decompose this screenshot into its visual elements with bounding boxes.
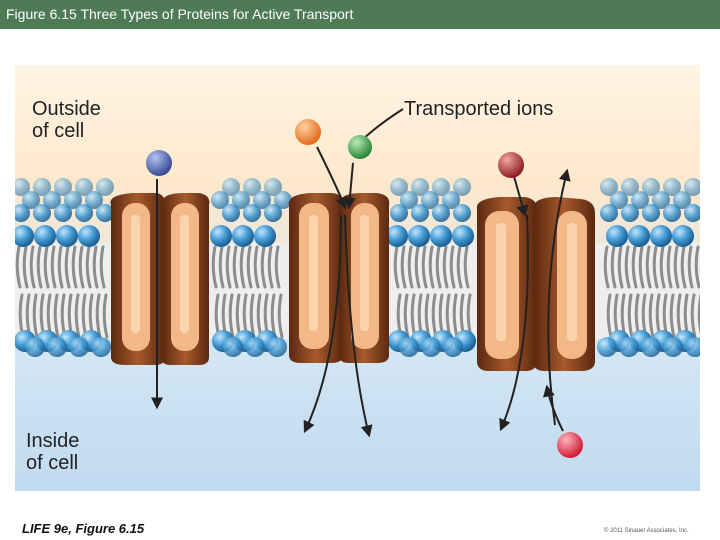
copyright-notice: © 2011 Sinauer Associates, Inc. (604, 528, 689, 534)
outside-label-line1: Outside (32, 98, 101, 120)
transported-ions-label: Transported ions (404, 98, 554, 120)
membrane-diagram (15, 65, 700, 491)
uniporter-protein (110, 193, 209, 365)
inside-label-line1: Inside (26, 430, 80, 452)
title-bar (0, 0, 720, 29)
antiporter-protein (477, 197, 595, 371)
inside-of-cell-label (26, 430, 79, 475)
ion-orange (295, 119, 321, 145)
inside-label-line2: of cell (26, 452, 79, 475)
outside-of-cell-label (32, 98, 101, 143)
ion-blue (146, 150, 172, 176)
outside-label-line2: of cell (32, 120, 85, 143)
ion-green (348, 135, 372, 159)
ion-red (557, 432, 583, 458)
slide-title: Figure 6.15 Three Types of Proteins for Active Transport (6, 6, 354, 22)
figure-caption: LIFE 9e, Figure 6.15 (22, 521, 145, 536)
ion-dark-red (498, 152, 524, 178)
